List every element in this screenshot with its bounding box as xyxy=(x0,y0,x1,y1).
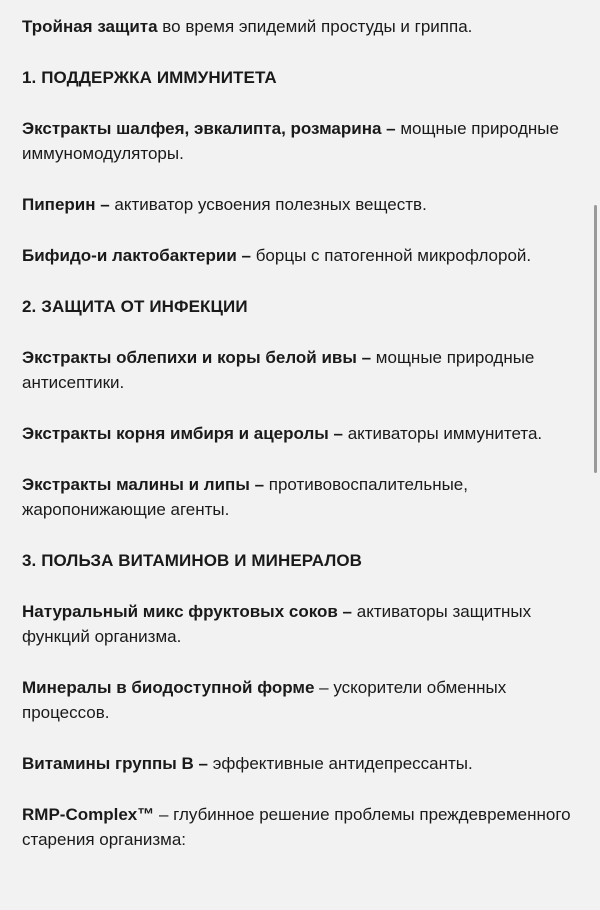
section-heading-vitamins: 3. ПОЛЬЗА ВИТАМИНОВ И МИНЕРАЛОВ xyxy=(22,551,363,570)
ingredient-paragraph xyxy=(22,116,582,166)
intro-text: во время эпидемий простуды и гриппа. xyxy=(157,17,473,36)
ingredient-paragraph xyxy=(22,192,582,217)
ingredient-name: Экстракты корня имбиря и ацеролы – xyxy=(22,424,343,443)
ingredient-description: борцы с патогенной микрофлорой. xyxy=(250,246,532,265)
ingredient-paragraph xyxy=(22,751,582,776)
article-body xyxy=(22,14,582,878)
ingredient-name: Экстракты шалфея, эвкалипта, розмарина – xyxy=(22,119,396,138)
ingredient-description: мощные природные антисептики. xyxy=(22,348,535,392)
ingredient-name: Экстракты облепихи и коры белой ивы – xyxy=(22,348,372,367)
ingredient-paragraph xyxy=(22,802,582,852)
ingredient-description: активатор усвоения полезных веществ. xyxy=(109,195,427,214)
ingredient-paragraph xyxy=(22,243,582,268)
ingredient-name: RMP-Complex™ xyxy=(22,805,155,824)
ingredient-name: Экстракты малины и липы – xyxy=(22,475,265,494)
section-heading-infection: 2. ЗАЩИТА ОТ ИНФЕКЦИИ xyxy=(22,297,248,316)
ingredient-name: Пиперин – xyxy=(22,195,110,214)
ingredient-paragraph xyxy=(22,345,582,395)
ingredient-name: Натуральный микс фруктовых соков – xyxy=(22,602,353,621)
ingredient-paragraph xyxy=(22,472,582,522)
ingredient-description: – глубинное решение проблемы преждевременного старения организма: xyxy=(22,805,571,849)
ingredient-description: активаторы защитных функций организма. xyxy=(22,602,532,646)
intro-bold: Тройная защита xyxy=(22,17,158,36)
ingredient-name: Бифидо-и лактобактерии – xyxy=(22,246,251,265)
ingredient-name: Минералы в биодоступной форме xyxy=(22,678,315,697)
ingredient-name: Витамины группы В – xyxy=(22,754,208,773)
ingredient-paragraph xyxy=(22,599,582,649)
ingredient-description: – ускорители обменных процессов. xyxy=(22,678,507,722)
ingredient-description: мощные природные иммуномодуляторы. xyxy=(22,119,559,163)
ingredient-description: активаторы иммунитета. xyxy=(342,424,543,443)
ingredient-description: эффективные антидепрессанты. xyxy=(207,754,473,773)
section-heading-immunity: 1. ПОДДЕРЖКА ИММУНИТЕТА xyxy=(22,68,277,87)
ingredient-paragraph xyxy=(22,675,582,725)
intro-paragraph xyxy=(22,14,582,39)
vertical-scrollbar[interactable] xyxy=(594,205,597,473)
ingredient-description: противовоспалительные, жаропонижающие агенты. xyxy=(22,475,468,519)
ingredient-paragraph xyxy=(22,421,582,446)
